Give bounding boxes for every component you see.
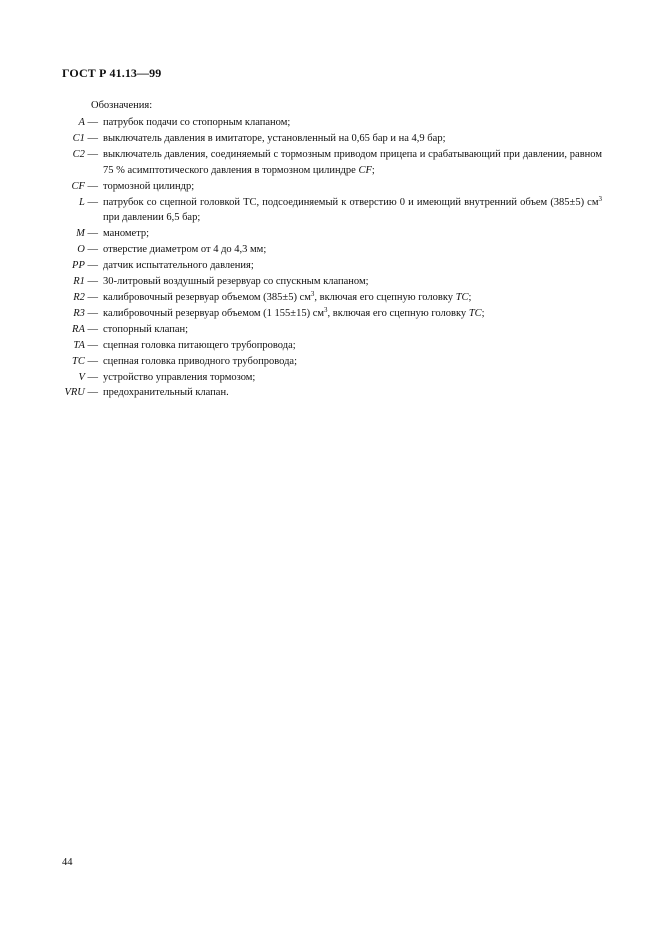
legend-definition: патрубок подачи со стопорным клапаном; <box>103 117 291 128</box>
legend-symbol: M <box>76 228 85 240</box>
legend-dash: — <box>87 387 98 399</box>
legend-item <box>20 385 602 401</box>
legend-symbol: O <box>77 244 85 256</box>
legend-definition: датчик испытательного давления; <box>103 260 254 272</box>
legend-dash: — <box>87 323 98 335</box>
legend-definition-tail: при давлении 6,5 бар; <box>103 212 201 224</box>
legend-dash: — <box>87 260 98 272</box>
legend-symbol: RA <box>72 323 85 335</box>
legend-dash: — <box>87 355 98 367</box>
legend-definition: калибровочный резервуар объемом (1 155±15) см <box>103 307 324 319</box>
legend-definition: предохранительный клапан. <box>103 387 229 399</box>
legend-definition: выключатель давления, соединяемый с тормозным приводом прицепа и срабатывающий при давлении, равном 75 % асимптотического давления в тормозном цилиндре <box>103 148 602 176</box>
legend-dash: — <box>87 307 98 319</box>
legend-item <box>20 226 602 242</box>
legend-item <box>20 322 602 338</box>
legend-italic-reference: TC <box>468 307 482 319</box>
legend-item <box>20 306 602 322</box>
legend-item <box>20 179 602 195</box>
legend-dash: — <box>87 228 98 240</box>
legend-definition: сцепная головка питающего трубопровода; <box>103 339 296 351</box>
legend-symbol: TA <box>73 339 85 351</box>
legend-definition: сцепная головка приводного трубопровода; <box>103 355 297 367</box>
legend-definition: патрубок со сцепной головкой ТС, подсоединяемый к отверстию 0 и имеющий внутренний объем (385±5) см <box>103 196 599 208</box>
legend-italic-reference: CF <box>358 164 372 176</box>
legend-symbol: VRU <box>64 387 85 399</box>
legend-item <box>20 242 602 258</box>
legend-dash: — <box>87 276 98 288</box>
legend-dash: — <box>87 291 98 303</box>
legend-dash: — <box>87 148 98 160</box>
legend-symbol: C2 <box>72 148 85 160</box>
legend-item <box>20 195 602 227</box>
legend-definition: манометр; <box>103 228 150 240</box>
legend-symbol: V <box>78 371 85 383</box>
legend-symbol: R2 <box>73 291 85 303</box>
legend-definition-end: ; <box>481 307 485 319</box>
legend-definition: 30-литровый воздушный резервуар со спускным клапаном; <box>103 276 369 288</box>
legend-symbol: CF <box>71 180 85 192</box>
legend-definition-tail: , включая его сцепную головку <box>314 291 454 303</box>
legend-definition: устройство управления тормозом; <box>103 371 256 383</box>
legend-item <box>20 290 602 306</box>
legend-item <box>20 274 602 290</box>
legend-item <box>20 370 602 386</box>
legend-symbol: PP <box>72 260 85 272</box>
legend-dash: — <box>87 196 98 208</box>
page-number: 44 <box>62 857 73 868</box>
legend-item <box>20 354 602 370</box>
legend-definition: тормозной цилиндр; <box>103 180 195 192</box>
legend-item <box>20 115 602 131</box>
legend-item <box>20 338 602 354</box>
legend-definition-tail: , включая его сцепную головку <box>327 307 467 319</box>
legend-dash: — <box>87 132 98 144</box>
legend-dash: — <box>87 371 98 383</box>
legend-item <box>20 131 602 147</box>
legend-dash: — <box>87 117 98 128</box>
legend-definition-end: ; <box>468 291 472 303</box>
document-header-standard-id: ГОСТ Р 41.13—99 <box>62 66 162 80</box>
legend-superscript: 3 <box>598 194 602 203</box>
legend-symbol: R1 <box>73 276 85 288</box>
legend-definition-tail: ; <box>371 164 375 176</box>
legend-item <box>20 258 602 274</box>
legend-superscript: 3 <box>310 289 315 298</box>
legend-dash: — <box>87 180 98 192</box>
legend-item <box>20 147 602 179</box>
legend-symbol: C1 <box>72 132 85 144</box>
legend-italic-reference: TC <box>455 291 469 303</box>
legend-definition: стопорный клапан; <box>103 323 189 335</box>
legend-symbol: A <box>78 117 85 128</box>
legend-definition: выключатель давления в имитаторе, установленный на 0,65 бар и на 4,9 бар; <box>103 132 446 144</box>
legend-definition: калибровочный резервуар объемом (385±5) см <box>103 291 311 303</box>
legend-dash: — <box>87 339 98 351</box>
legend-list <box>20 115 602 401</box>
legend-definition: отверстие диаметром от 4 до 4,3 мм; <box>103 244 267 256</box>
legend-dash: — <box>87 244 98 256</box>
legend-symbol: R3 <box>73 307 85 319</box>
legend-symbol: L <box>79 196 85 208</box>
legend-superscript: 3 <box>324 305 328 314</box>
legend-symbol: TC <box>72 355 85 367</box>
legend-intro: Обозначения: <box>91 100 153 111</box>
